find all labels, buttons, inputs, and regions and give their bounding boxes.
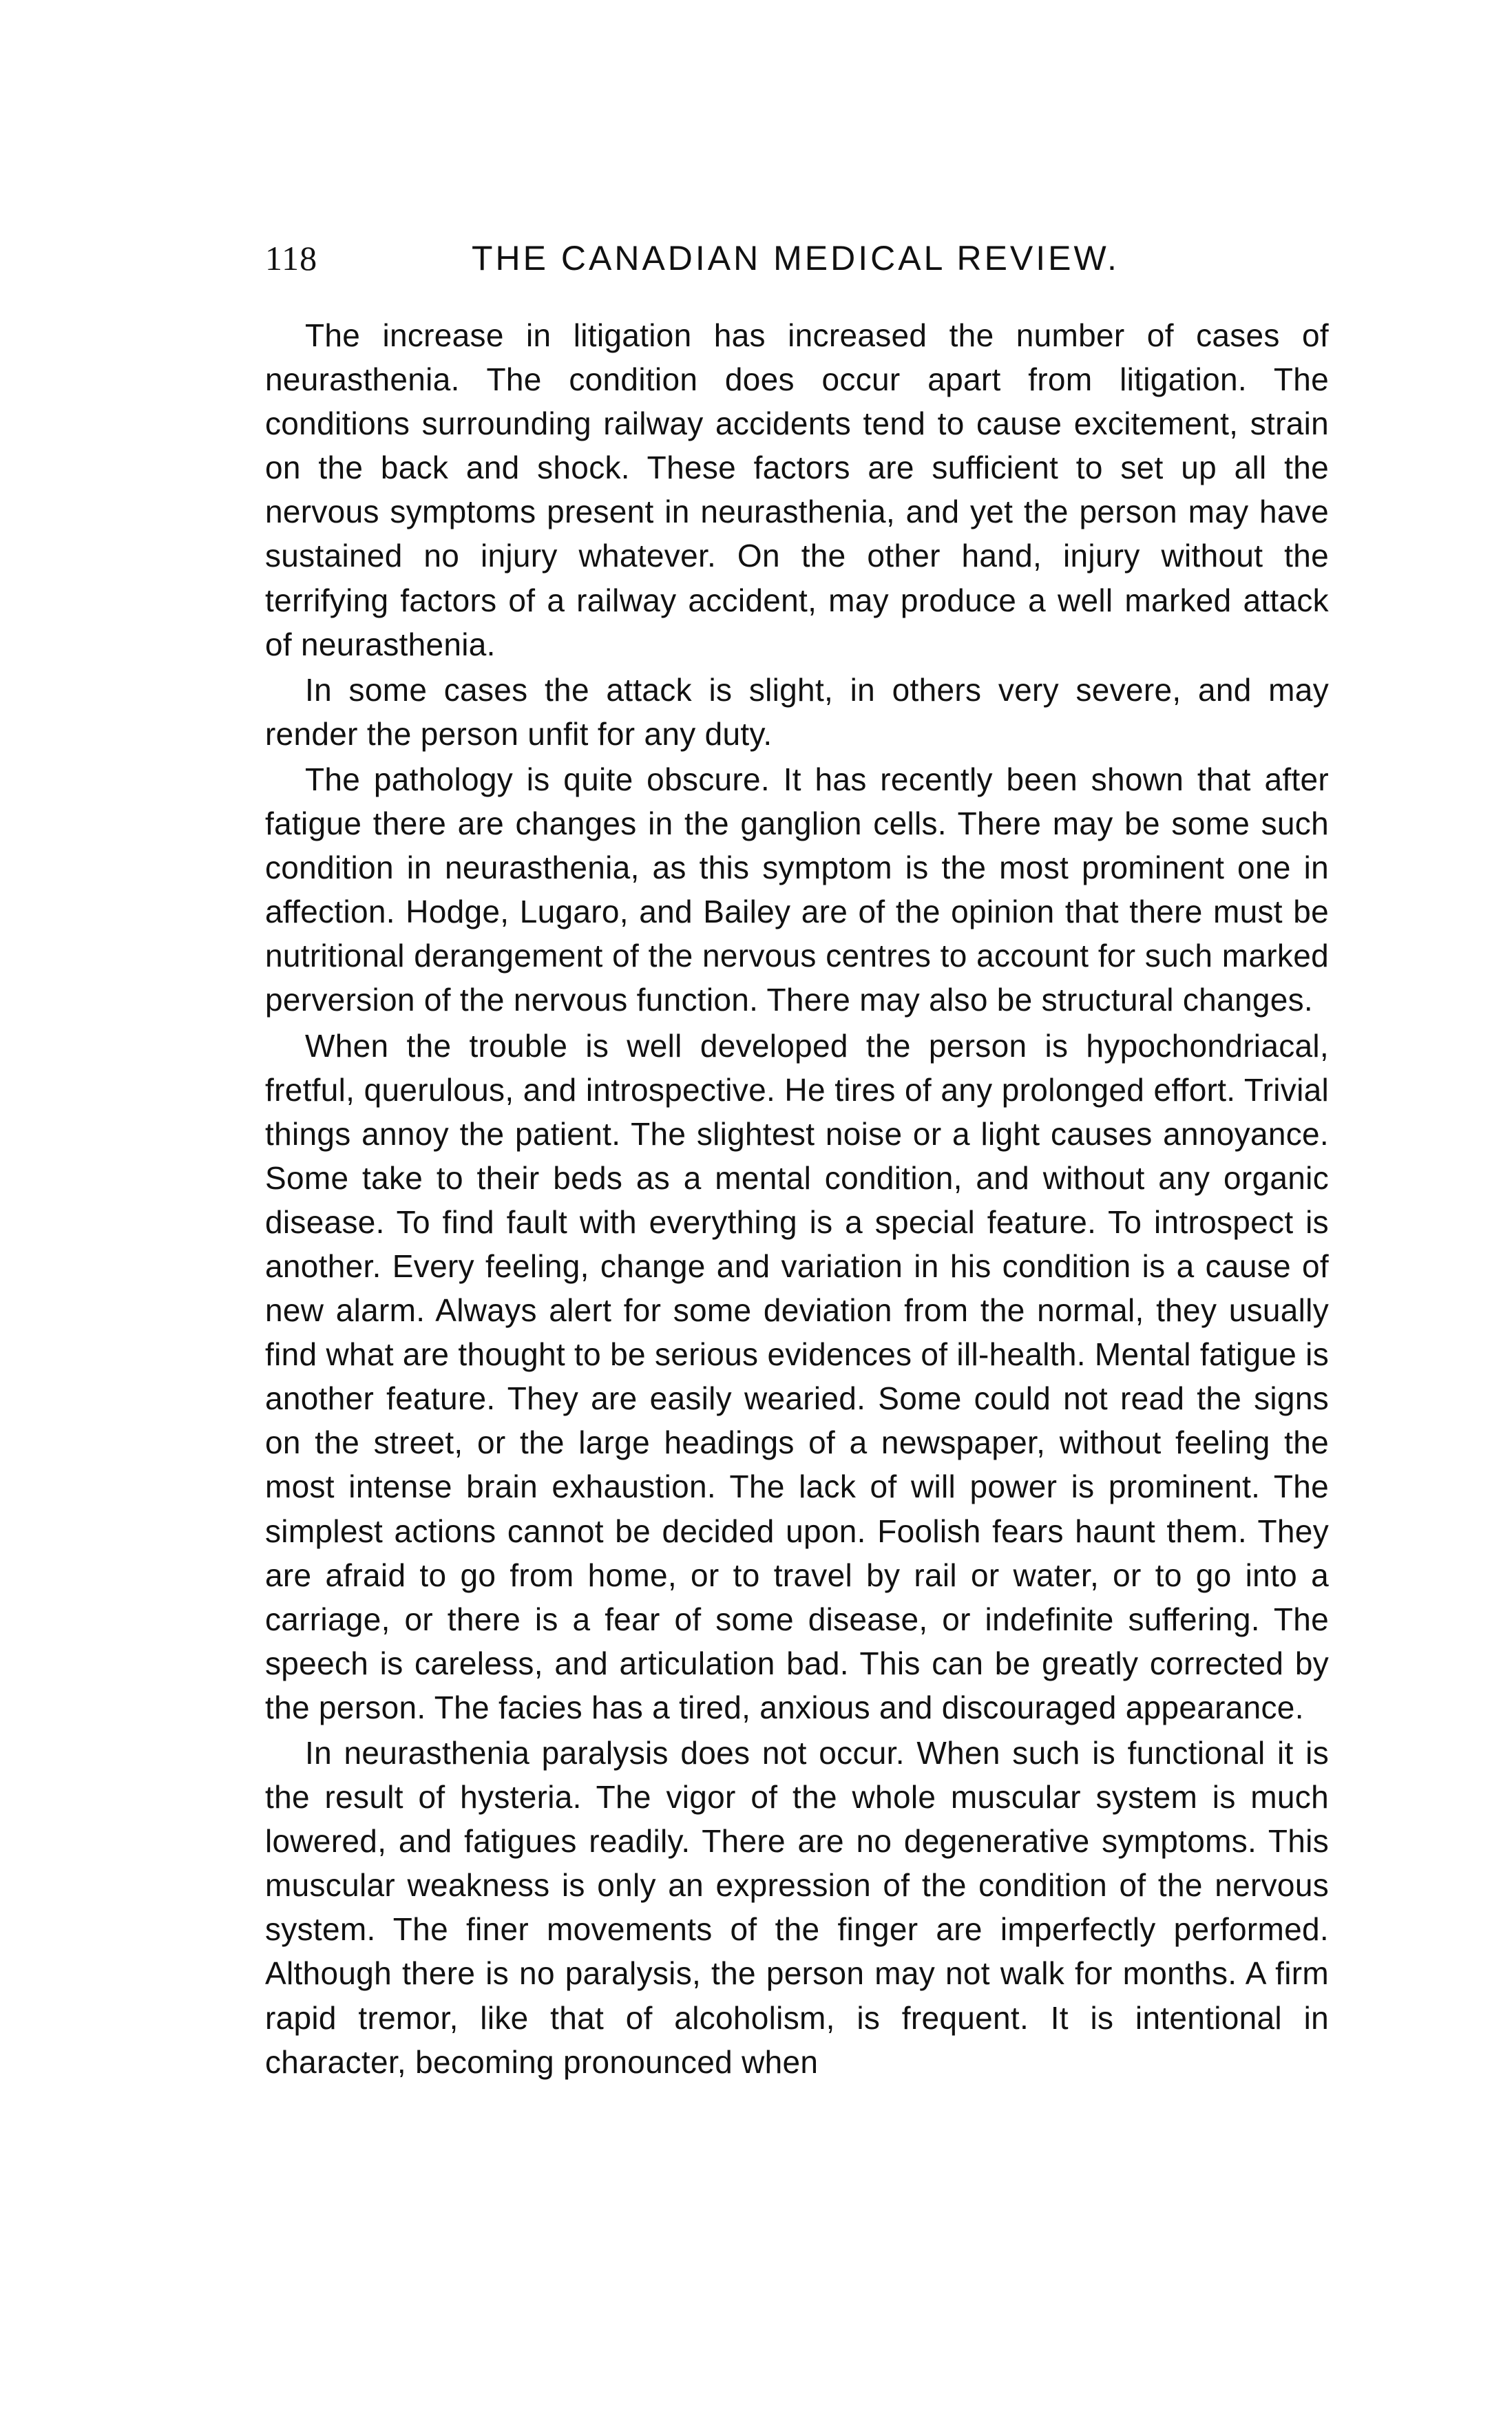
- paragraph-litigation: The increase in litigation has increased the number of cases of neurasthenia. The condition does occur apart from litigation. The conditions surrounding railway accidents tend to cause excitement, strain on the back and shock. These factors are sufficient to set up all the nervous symptoms present in neurasthenia, and yet the person may have sustained no injury whatever. On the other hand, injury without the terrifying factors of a railway accident, may produce a well marked attack of neurasthenia.: [265, 317, 1329, 662]
- paragraph-symptoms: When the trouble is well developed the person is hypochondriacal, fretful, querulous, and introspective. He tires of any prolonged effort. Trivial things annoy the patient. The slightest noise or a light causes annoyance. Some take to their beds as a mental condition, and without any organic disease. To find fault with everything is a special feature. To introspect is another. Every feeling, change and variation in his condition is a cause of new alarm. Always alert for some deviation from the normal, they usually find what are thought to be serious evidences of ill-health. Mental fatigue is another feature. They are easily wearied. Some could not read the signs on the street, or the large headings of a newspaper, without feeling the most intense brain exhaustion. The lack of will power is prominent. The simplest actions cannot be decided upon. Foolish fears haunt them. They are afraid to go from home, or to travel by rail or water, or to go into a carriage, or there is a fear of some disease, or indefinite suffering. The speech is careless, and articulation bad. This can be greatly corrected by the person. The facies has a tired, anxious and discouraged appearance.: [265, 1027, 1329, 1725]
- running-head: [265, 234, 1329, 282]
- journal-title: THE CANADIAN MEDICAL REVIEW.: [472, 239, 1120, 277]
- page-number: 118: [265, 239, 318, 277]
- paragraph-paralysis: In neurasthenia paralysis does not occur. When such is functional it is the result of hysteria. The vigor of the whole muscular system is much lowered, and fatigues readily. There are no degenerative symptoms. This muscular weakness is only an expression of the condition of the nervous system. The finer movements of the finger are imperfectly performed. Although there is no paralysis, the person may not walk for months. A firm rapid tremor, like that of alcoholism, is frequent. It is intentional in character, becoming pronounced when: [265, 1735, 1329, 2080]
- paragraph-pathology: The pathology is quite obscure. It has recently been shown that after fatigue there are changes in the ganglion cells. There may be some such condition in neurasthenia, as this symptom is the most prominent one in affection. Hodge, Lugaro, and Bailey are of the opinion that there must be nutritional derangement of the nervous centres to account for such marked perversion of the nervous function. There may also be structural changes.: [265, 761, 1329, 1018]
- paragraph-severity: In some cases the attack is slight, in others very severe, and may render the person unfit for any duty.: [265, 671, 1329, 752]
- body-text: [265, 313, 1329, 2084]
